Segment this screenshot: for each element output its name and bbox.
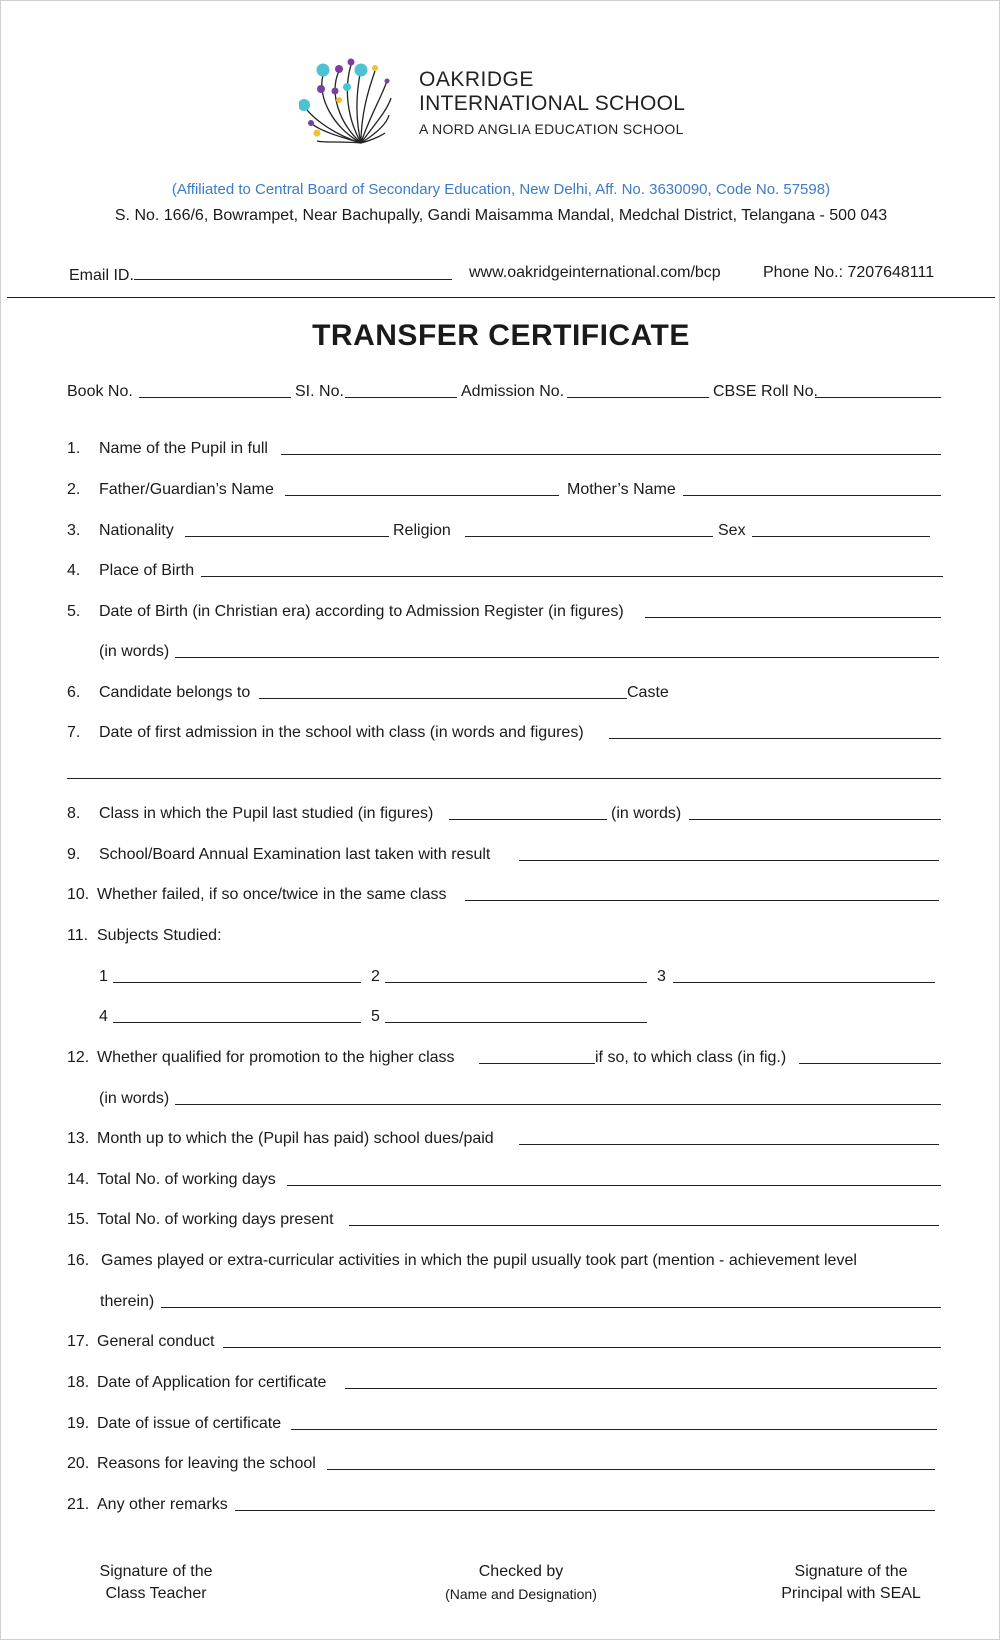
religion-blank[interactable]	[465, 521, 713, 537]
field-number: 6.	[67, 684, 81, 701]
reasons-leaving-blank[interactable]	[327, 1454, 935, 1470]
field-number: 7.	[67, 724, 81, 741]
field-label: Games played or extra-curricular activities in which the pupil usually took part (mention - achievement level	[101, 1252, 857, 1269]
signature-line-1: Signature of the	[99, 1563, 213, 1580]
application-date-blank[interactable]	[345, 1373, 937, 1389]
field-number: 19.	[67, 1415, 90, 1432]
field-number: 1.	[67, 440, 81, 457]
school-address: S. No. 166/6, Bowrampet, Near Bachupally, Gandi Maisamma Mandal, Medchal District, Telangana - 500 043	[114, 207, 888, 224]
book-no-blank[interactable]	[139, 382, 291, 398]
field-label: Whether qualified for promotion to the higher class	[97, 1049, 455, 1066]
field-label: Date of issue of certificate	[97, 1415, 282, 1432]
school-logo-icon	[299, 53, 404, 153]
field-label: Class in which the Pupil last studied (in figures)	[99, 805, 434, 822]
field-number: 10.	[67, 886, 90, 903]
conduct-blank[interactable]	[223, 1332, 941, 1348]
field-label: (in words)	[99, 1090, 170, 1107]
website-link[interactable]: www.oakridgeinternational.com/bcp	[469, 264, 721, 281]
field-label: Total No. of working days present	[97, 1211, 334, 1228]
caste-blank[interactable]	[259, 683, 627, 699]
subject-2-blank[interactable]	[385, 967, 647, 983]
field-label: Whether failed, if so once/twice in the same class	[97, 886, 447, 903]
field-label: Nationality	[99, 522, 174, 539]
field-number: 18.	[67, 1374, 90, 1391]
promotion-class-figures-blank[interactable]	[799, 1048, 941, 1064]
field-number: 8.	[67, 805, 81, 822]
dob-figures-blank[interactable]	[645, 602, 941, 618]
field-number: 9.	[67, 846, 81, 863]
subject-number: 4	[99, 1008, 108, 1025]
admission-no-label: Admission No.	[461, 383, 565, 400]
subject-number: 2	[371, 968, 380, 985]
field-number: 13.	[67, 1130, 90, 1147]
cbse-roll-no-blank[interactable]	[815, 382, 941, 398]
last-class-figures-blank[interactable]	[449, 804, 607, 820]
first-admission-blank-2[interactable]	[67, 763, 941, 779]
father-name-blank[interactable]	[285, 480, 559, 496]
subject-4-blank[interactable]	[113, 1007, 361, 1023]
dues-paid-blank[interactable]	[519, 1129, 939, 1145]
phone-number: Phone No.: 7207648111	[763, 264, 935, 281]
failed-blank[interactable]	[465, 885, 939, 901]
mother-name-label: Mother’s Name	[567, 481, 676, 498]
logo-wordmark	[419, 69, 685, 136]
signature-line-2: Principal with SEAL	[781, 1585, 921, 1602]
book-no-label: Book No.	[67, 383, 133, 400]
field-label: General conduct	[97, 1333, 215, 1350]
promotion-blank[interactable]	[479, 1048, 595, 1064]
field-label: Father/Guardian’s Name	[99, 481, 274, 498]
admission-no-blank[interactable]	[567, 382, 709, 398]
working-days-blank[interactable]	[287, 1170, 941, 1186]
field-number: 2.	[67, 481, 81, 498]
sex-blank[interactable]	[752, 521, 930, 537]
nationality-blank[interactable]	[185, 521, 389, 537]
field-number: 20.	[67, 1455, 90, 1472]
field-label: therein)	[100, 1293, 155, 1310]
header-divider	[7, 297, 995, 298]
first-admission-blank[interactable]	[609, 723, 941, 739]
signature-line-1: Signature of the	[794, 1563, 908, 1580]
days-present-blank[interactable]	[349, 1210, 939, 1226]
field-number: 11.	[67, 927, 89, 944]
sex-label: Sex	[718, 522, 746, 539]
field-label: Total No. of working days	[97, 1171, 276, 1188]
subject-1-blank[interactable]	[113, 967, 361, 983]
field-number: 14.	[67, 1171, 90, 1188]
field-number: 17.	[67, 1333, 90, 1350]
in-words-label: (in words)	[611, 805, 682, 822]
checked-by-block	[411, 1561, 631, 1605]
field-number: 5.	[67, 603, 81, 620]
school-logo	[299, 53, 719, 153]
affiliation-text: (Affiliated to Central Board of Secondary Education, New Delhi, Aff. No. 3630090, Code No. 57598)	[171, 181, 831, 198]
principal-signature	[759, 1561, 943, 1605]
logo-line-1: OAKRIDGE	[419, 68, 534, 91]
field-number: 12.	[67, 1049, 90, 1066]
document-title: TRANSFER CERTIFICATE	[312, 319, 690, 352]
subject-5-blank[interactable]	[385, 1007, 647, 1023]
logo-line-2: INTERNATIONAL SCHOOL	[419, 92, 686, 115]
field-label: Name of the Pupil in full	[99, 440, 268, 457]
field-label: Reasons for leaving the school	[97, 1455, 316, 1472]
field-label: Month up to which the (Pupil has paid) school dues/paid	[97, 1130, 494, 1147]
field-number: 21.	[67, 1496, 90, 1513]
issue-date-blank[interactable]	[291, 1414, 937, 1430]
cbse-roll-no-label: CBSE Roll No.	[713, 383, 818, 400]
promotion-class-label: if so, to which class (in fig.)	[595, 1049, 787, 1066]
field-number: 16.	[67, 1252, 90, 1269]
pupil-name-blank[interactable]	[281, 439, 941, 455]
class-teacher-signature	[71, 1561, 241, 1605]
subject-number: 1	[99, 968, 108, 985]
name-designation-label: (Name and Designation)	[445, 1586, 597, 1602]
activities-blank[interactable]	[161, 1292, 941, 1308]
email-label: Email ID.	[69, 267, 134, 284]
email-field[interactable]	[69, 264, 452, 285]
mother-name-blank[interactable]	[683, 480, 941, 496]
checked-by-label: Checked by	[478, 1563, 564, 1580]
field-number: 4.	[67, 562, 81, 579]
last-exam-blank[interactable]	[519, 845, 939, 861]
email-blank[interactable]	[134, 264, 452, 280]
other-remarks-blank[interactable]	[235, 1495, 935, 1511]
signature-line-2: Class Teacher	[105, 1585, 207, 1602]
field-label: (in words)	[99, 643, 170, 660]
dob-words-blank[interactable]	[175, 642, 939, 658]
subject-number: 5	[371, 1008, 380, 1025]
si-no-blank[interactable]	[345, 382, 457, 398]
si-no-label: SI. No.	[295, 383, 344, 400]
field-label: Date of first admission in the school with class (in words and figures)	[99, 724, 584, 741]
last-class-words-blank[interactable]	[689, 804, 941, 820]
promotion-class-words-blank[interactable]	[175, 1089, 941, 1105]
field-label: Subjects Studied:	[97, 927, 222, 944]
logo-line-3: A NORD ANGLIA EDUCATION SCHOOL	[419, 121, 684, 137]
field-label: Candidate belongs to	[99, 684, 251, 701]
subject-number: 3	[657, 968, 666, 985]
field-label: Date of Application for certificate	[97, 1374, 327, 1391]
field-label: Date of Birth (in Christian era) according to Admission Register (in figures)	[99, 603, 624, 620]
field-label: School/Board Annual Examination last taken with result	[99, 846, 491, 863]
subject-3-blank[interactable]	[673, 967, 935, 983]
field-label: Place of Birth	[99, 562, 195, 579]
caste-label: Caste	[627, 684, 669, 701]
field-number: 15.	[67, 1211, 90, 1228]
religion-label: Religion	[393, 522, 451, 539]
field-number: 3.	[67, 522, 81, 539]
field-label: Any other remarks	[97, 1496, 228, 1513]
place-of-birth-blank[interactable]	[201, 561, 943, 577]
